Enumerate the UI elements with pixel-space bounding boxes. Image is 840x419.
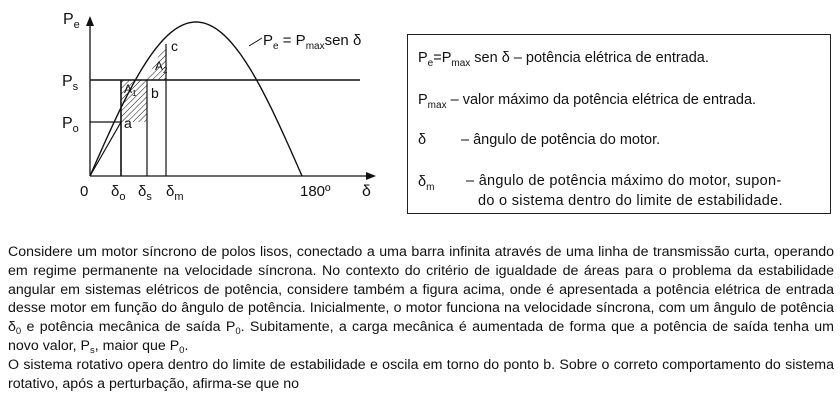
- legend-row-delta: δ: [418, 132, 427, 148]
- legend-row-pmax: $P_{max}$ – valor máximo da potência elétrica de entrada.: [418, 92, 757, 111]
- tick-label-ps: $P_s$: [62, 73, 79, 93]
- area-a2-label: $A_2$: [155, 59, 168, 75]
- legend-row-pe: $P_e=P_{max}$ sen δ – potência elétrica de entrada.: [418, 50, 709, 69]
- point-a-label: a: [124, 115, 132, 131]
- tick-label-delta-s: $\delta_s$: [138, 183, 152, 203]
- question-text: [8, 243, 834, 393]
- legend-box: [407, 34, 831, 214]
- tick-label-180: 180º: [300, 183, 331, 200]
- curve-label-leader: [249, 38, 262, 46]
- area-a1-label: $A_1$: [124, 82, 137, 98]
- y-axis-arrow: [86, 16, 94, 26]
- point-c-label: c: [171, 38, 178, 54]
- legend-row-delta-m: $\delta_m$: [418, 174, 435, 193]
- legend-row-delta-m-text: – ângulo de potência máximo do motor, supon- do o sistema dentro do limite de estabilidade.: [466, 173, 783, 209]
- legend-row-delta-text: – ângulo de potência do motor.: [461, 132, 661, 148]
- origin-label: 0: [80, 183, 89, 200]
- question-paragraph-2: O sistema rotativo opera dentro do limite de estabilidade e oscila em torno do ponto b. Sobre o correto comportamento do sistema rotativo, após a perturbação, afirma-se que no: [8, 356, 834, 392]
- x-axis-arrow: [366, 172, 376, 180]
- tick-label-delta-m: $\delta_m$: [166, 183, 184, 203]
- curve-label: $P_e = P_{max}sen$ δ: [263, 32, 362, 52]
- question-paragraph-1: Considere um motor síncrono de polos lisos, conectado a uma barra infinita através de uma linha de transmissão curta, operando em regime permanente na velocidade síncrona. No contexto do critério de igualdade de áreas para o problema da estabilidade angular em sistemas elétricos de potência, considere também a figura acima, onde é apresentada a potência elétrica de entrada desse motor em função do ângulo de potência. Inicialmente, o motor funciona na velocidade síncrona, com um ângulo de potência $\delta_0$ e potência mecânica de saída $P_0$. Subitamente, a carga mecânica é aumentada de forma que a potência de saída tenha um novo valor, $P_s$, maior que $P_0$.: [8, 244, 834, 356]
- tick-label-po: $P_o$: [62, 115, 79, 135]
- tick-label-delta-o: $\delta_o$: [111, 183, 126, 203]
- initial-line: [90, 122, 121, 176]
- y-axis-label: $P_e$: [63, 11, 80, 31]
- x-axis-label: δ: [362, 183, 371, 200]
- point-b-label: b: [151, 85, 159, 101]
- power-angle-diagram: [0, 0, 400, 215]
